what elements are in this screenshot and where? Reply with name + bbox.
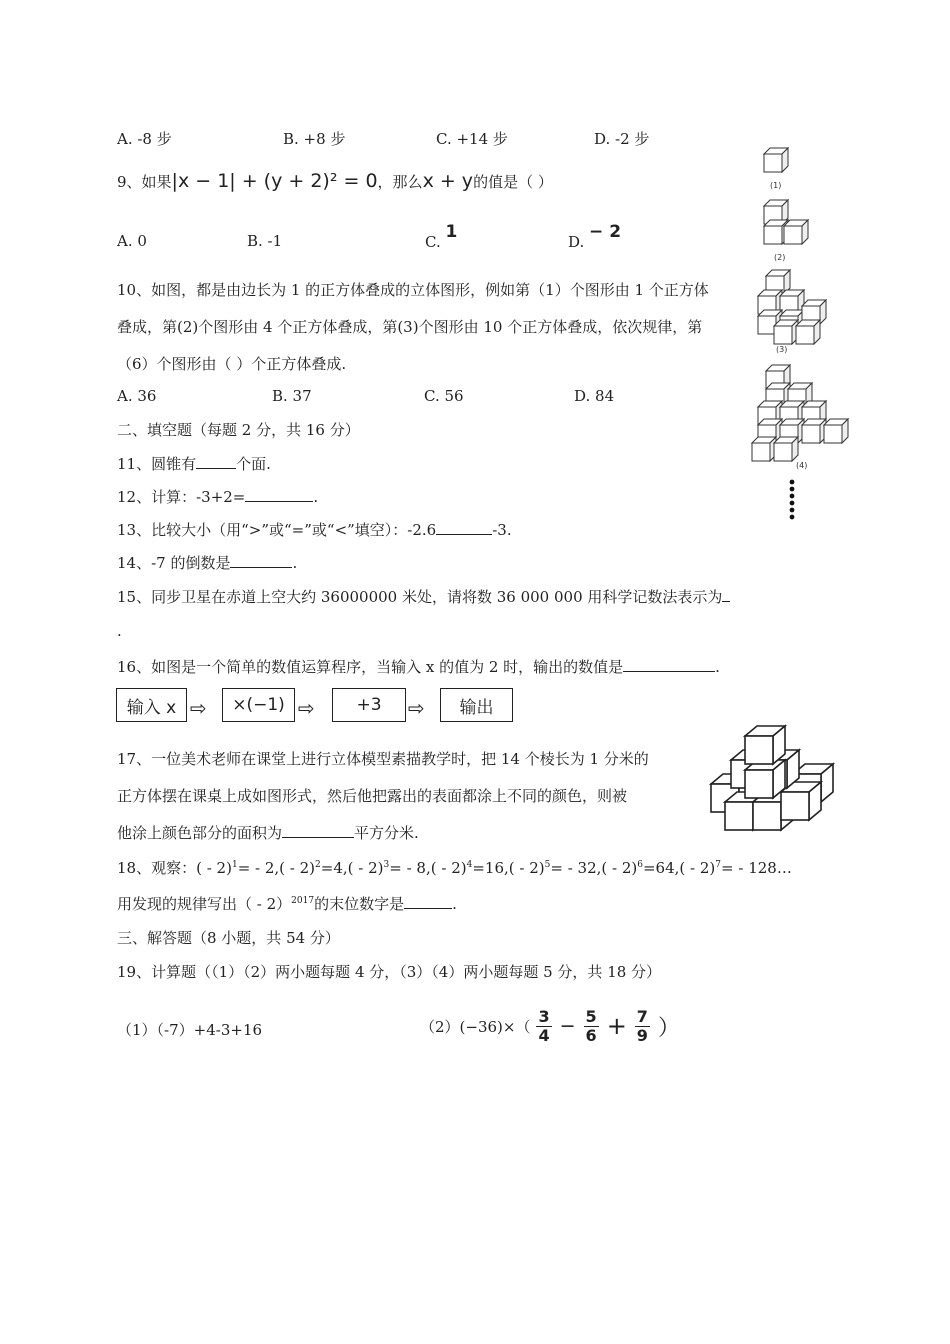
q18-line2 — [117, 893, 457, 914]
q15-answer-blank[interactable] — [722, 586, 730, 602]
q16 — [117, 656, 720, 677]
q18-line1 — [117, 857, 792, 878]
flow-arrow-icon: ⇨ — [190, 696, 207, 720]
q13-text: 13、比较大小（用“>”或“=”或“<”填空）：-2.6 — [117, 521, 437, 539]
q8-option-b: B. +8 步 — [283, 130, 346, 148]
figure-label-1: (1) — [770, 181, 782, 190]
q17-line1: 17、一位美术老师在课堂上进行立体模型素描教学时，把 14 个棱长为 1 分米的 — [117, 750, 649, 768]
q9-expr: x + y — [422, 170, 474, 192]
q10-line2: 叠成，第(2)个图形由 4 个正方体叠成，第(3)个图形由 10 个正方体叠成，依次规律，第 — [117, 318, 703, 336]
fraction-numerator: 5 — [585, 1006, 597, 1026]
figure-label-3: (3) — [776, 345, 788, 354]
q18-answer-blank[interactable] — [404, 893, 452, 909]
fraction-5-6 — [584, 1008, 599, 1045]
q9-suffix: 的值是（ ） — [473, 173, 553, 191]
q18-term-exp: 4 — [466, 860, 473, 870]
q18-term-base: ( - 2) — [279, 859, 316, 877]
fraction-numerator: 7 — [636, 1006, 648, 1026]
q15-text: 15、同步卫星在赤道上空大约 36000000 米处，请将数 36 000 000 用科学记数法表示为 — [117, 588, 723, 606]
q8-option-c: C. +14 步 — [436, 130, 508, 148]
q11-text: 11、圆锥有 — [117, 455, 197, 473]
q18-term-rest: =4, — [320, 859, 348, 877]
q13-text-end: -3. — [492, 521, 512, 539]
q18-term — [196, 859, 279, 877]
q18-term-rest: = - 2, — [237, 859, 280, 877]
q9-middle: ，那么 — [377, 173, 423, 191]
q10-option-c: C. 56 — [424, 387, 464, 405]
flow-arrow-icon: ⇨ — [408, 696, 425, 720]
q9-option-d — [568, 222, 622, 251]
q16-text: 16、如图是一个简单的数值运算程序，当输入 x 的值为 2 时，输出的数值是 — [117, 658, 624, 676]
fraction-7-9 — [635, 1008, 650, 1045]
q9-option-a: A. 0 — [117, 232, 147, 250]
flow-arrow-icon: ⇨ — [298, 696, 315, 720]
q18-term — [679, 859, 791, 877]
q18-text-mid: 的末位数字是 — [314, 895, 405, 913]
q19-part2-suffix: ） — [657, 1015, 680, 1041]
q18-term-exp: 6 — [637, 860, 643, 870]
q15-line1 — [117, 586, 730, 607]
q19-title: 19、计算题（（1）（2）两小题每题 4 分，（3）（4）两小题每题 5 分，共 18 分） — [117, 963, 662, 981]
figure-label-4: (4) — [796, 461, 808, 470]
q18-term — [601, 859, 679, 877]
figure-label-2: (2) — [774, 253, 786, 262]
section-3-heading: 三、解答题（8 小题，共 54 分） — [117, 929, 340, 947]
q18-term-exp: 3 — [383, 860, 390, 870]
q9-option-d-value: − 2 — [589, 222, 622, 242]
fraction-denominator: 4 — [538, 1025, 550, 1045]
q10-line3: （6）个图形由（ ）个正方体叠成. — [117, 355, 347, 373]
plus-operator: + — [606, 1012, 627, 1040]
q18-term-base: ( - 2) — [430, 859, 467, 877]
q12-text: 12、计算：-3+2= — [117, 488, 246, 506]
q10-option-d: D. 84 — [574, 387, 615, 405]
q17-cube-pyramid-figure — [705, 722, 835, 842]
q18-term — [348, 859, 431, 877]
section-2-heading: 二、填空题（每题 2 分，共 16 分） — [117, 421, 360, 439]
q10-cube-stack-figure — [740, 140, 850, 530]
fraction-numerator: 3 — [538, 1006, 550, 1026]
q17-text-end: 平方分米. — [354, 824, 419, 842]
q18-term-rest: = - 32, — [550, 859, 602, 877]
q18-term-rest: = - 128… — [721, 859, 792, 877]
q18-term-exp: 2 — [315, 860, 321, 870]
q9-option-b: B. -1 — [247, 232, 283, 250]
q18-exponent: 2017 — [291, 896, 315, 906]
q15-line2: . — [117, 622, 122, 640]
q18-term-base: ( - 2) — [679, 859, 716, 877]
q11-text-end: 个面. — [236, 455, 271, 473]
q18-term — [509, 859, 602, 877]
flow-input-box: 输入 x — [116, 688, 187, 722]
q18-term — [279, 859, 347, 877]
minus-operator: − — [559, 1015, 576, 1037]
q18-term-exp: 7 — [715, 860, 722, 870]
q12-text-end: . — [313, 488, 319, 506]
q9-option-d-label: D. — [568, 233, 585, 251]
fraction-denominator: 6 — [585, 1025, 597, 1045]
q18-text: 用发现的规律写出（ - 2） — [117, 895, 292, 913]
q14-answer-blank[interactable] — [230, 552, 292, 568]
q14-text-end: . — [292, 554, 298, 572]
q9-question — [117, 170, 553, 192]
fraction-denominator: 9 — [636, 1025, 648, 1045]
q14 — [117, 552, 297, 573]
q18-prefix: 18、观察： — [117, 859, 197, 877]
q11-answer-blank[interactable] — [196, 453, 236, 469]
flow-add-box: +3 — [332, 688, 406, 722]
q9-formula: |x − 1| + (y + 2)² = 0 — [171, 170, 378, 192]
flow-multiply-box: ×(−1) — [222, 688, 295, 722]
q9-option-c — [425, 222, 458, 251]
q18-term-base: ( - 2) — [347, 859, 384, 877]
q17-line2: 正方体摆在课桌上成如图形式，然后他把露出的表面都涂上不同的颜色，则被 — [117, 787, 628, 805]
q8-option-a: A. -8 步 — [117, 130, 172, 148]
q18-text-end: . — [452, 895, 457, 913]
q11 — [117, 453, 271, 474]
q9-option-c-label: C. — [425, 233, 441, 251]
q18-term-rest: =64, — [642, 859, 680, 877]
q10-option-b: B. 37 — [272, 387, 312, 405]
q10-option-a: A. 36 — [117, 387, 157, 405]
q18-term-exp: 1 — [231, 860, 238, 870]
q17-answer-blank[interactable] — [282, 822, 354, 838]
q14-text: 14、-7 的倒数是 — [117, 554, 231, 572]
q9-option-c-value: 1 — [445, 222, 458, 242]
q19-part1: （1）（-7）+4-3+16 — [117, 1021, 263, 1039]
q8-option-d: D. -2 步 — [594, 130, 650, 148]
q16-answer-blank[interactable] — [623, 656, 715, 672]
q18-term-base: ( - 2) — [196, 859, 232, 877]
q18-term-exp: 5 — [544, 860, 551, 870]
q18-term-base: ( - 2) — [508, 859, 545, 877]
q16-text-end: . — [715, 658, 720, 676]
q18-term-rest: = - 8, — [389, 859, 431, 877]
q18-term-rest: =16, — [472, 859, 509, 877]
q12 — [117, 486, 318, 507]
q9-prefix: 9、如果 — [117, 173, 172, 191]
flow-output-box: 输出 — [440, 688, 513, 722]
q13-answer-blank[interactable] — [436, 519, 492, 535]
q17-line3 — [117, 822, 419, 843]
q17-text: 他涂上颜色部分的面积为 — [117, 824, 283, 842]
q18-term — [431, 859, 509, 877]
q19-part2-prefix: （2）(−36)×（ — [420, 1017, 531, 1036]
q18-term-base: ( - 2) — [601, 859, 638, 877]
q12-answer-blank[interactable] — [245, 486, 313, 502]
q13 — [117, 519, 512, 540]
q19-part2 — [420, 1000, 680, 1052]
fraction-3-4 — [536, 1008, 551, 1045]
q10-line1: 10、如图，都是由边长为 1 的正方体叠成的立体图形，例如第（1）个图形由 1 个正方体 — [117, 281, 709, 299]
